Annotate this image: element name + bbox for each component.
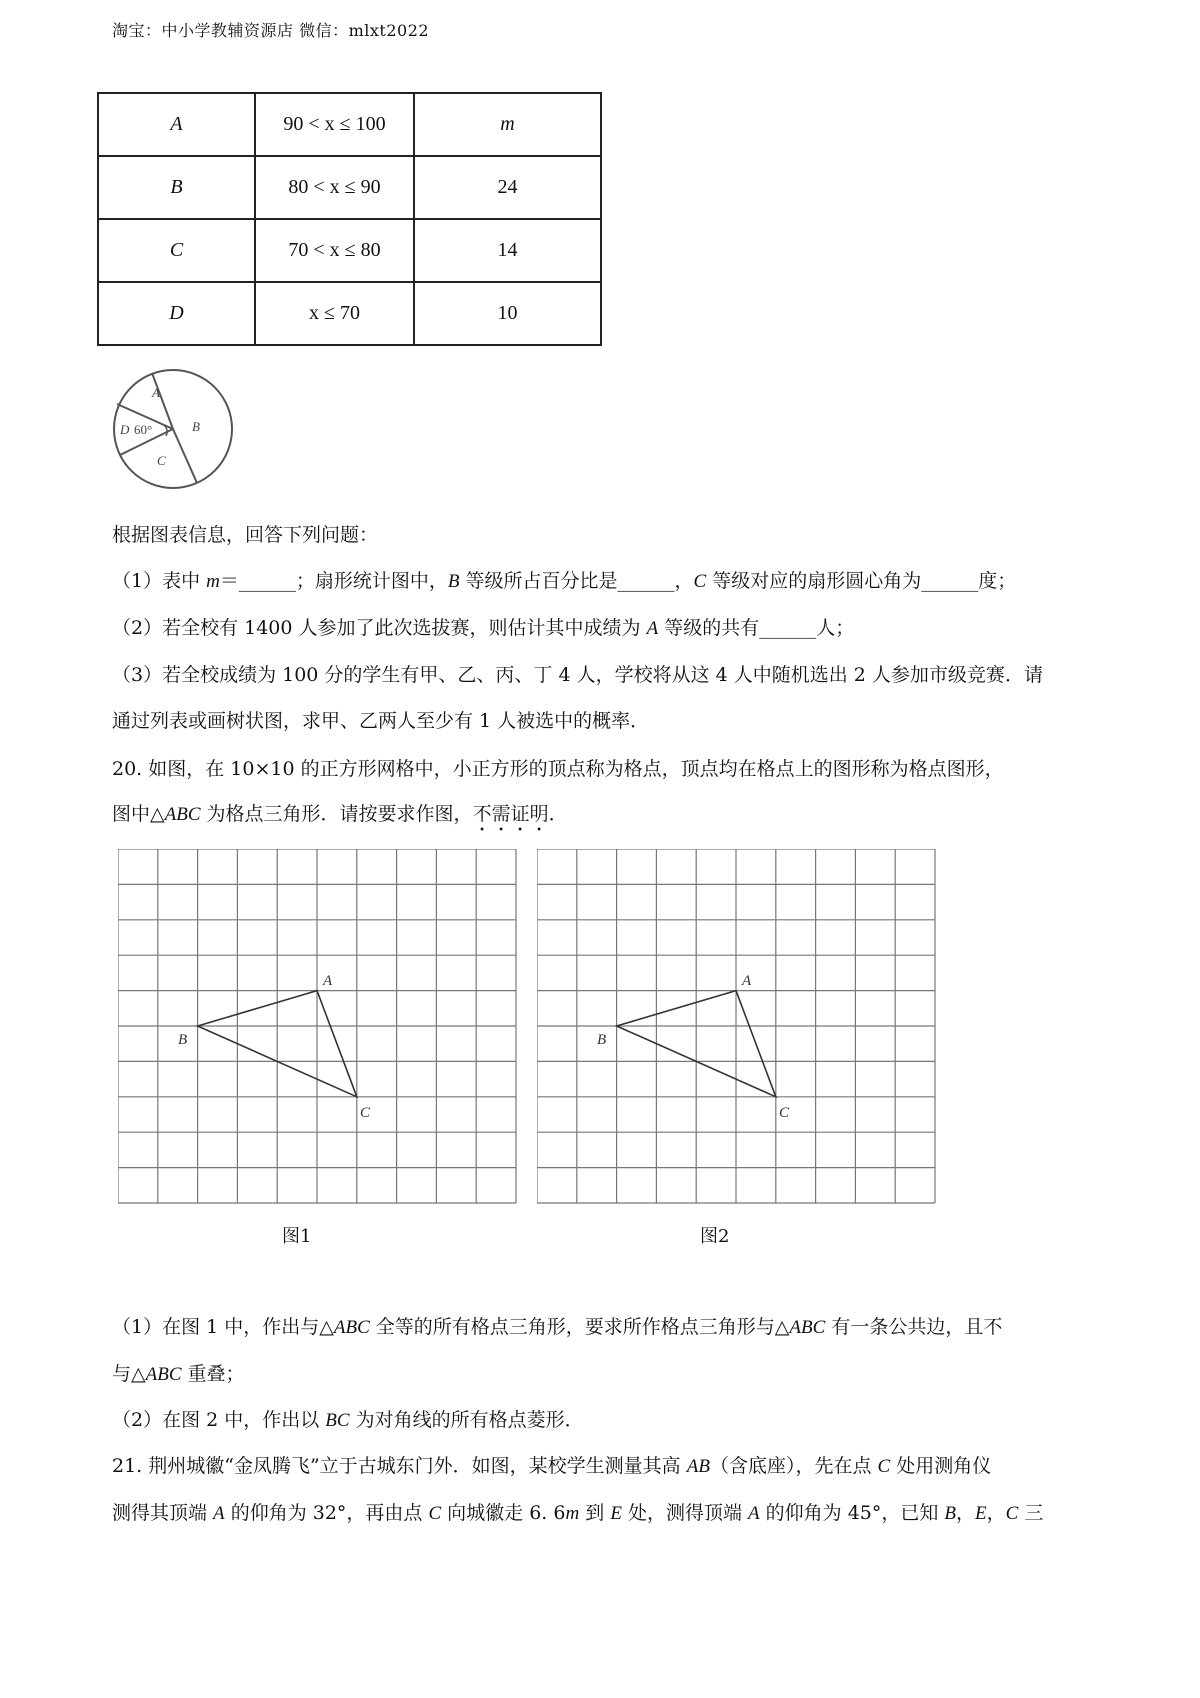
grade-cell: B	[98, 156, 255, 219]
pie-label-d: D	[120, 422, 130, 437]
q20-sub1-line1: （1）在图 1 中，作出与△ABC 全等的所有格点三角形，要求所作格点三角形与△ABC 有一条公共边，且不	[112, 1316, 1003, 1338]
figure-1-grid	[118, 849, 518, 1205]
table-row	[98, 93, 601, 156]
pie-chart	[108, 364, 238, 494]
table-row	[98, 282, 601, 345]
count-cell: m	[414, 93, 601, 156]
range-cell: 90 < x ≤ 100	[255, 93, 414, 156]
grid-lines	[118, 849, 516, 1203]
pie-label-c: C	[157, 453, 166, 468]
point-label-a: A	[323, 973, 333, 989]
q19-part1: （1）表中 m＝______；扇形统计图中，B 等级所占百分比是______，C 等级对应的扇形圆心角为______度；	[112, 570, 1017, 592]
q20-line1: 20. 如图，在 10×10 的正方形网格中，小正方形的顶点称为格点，顶点均在格点上的图形称为格点图形，	[112, 758, 1004, 780]
point-label-b: B	[597, 1032, 607, 1048]
point-label-a: A	[742, 973, 752, 989]
grade-table	[97, 92, 602, 346]
range-cell: 80 < x ≤ 90	[255, 156, 414, 219]
range-cell: x ≤ 70	[255, 282, 414, 345]
point-label-c: C	[779, 1105, 790, 1121]
figure-1-caption: 图1	[282, 1226, 312, 1247]
q19-part3-line1: （3）若全校成绩为 100 分的学生有甲、乙、丙、丁 4 人，学校将从这 4 人中随机选出 2 人参加市级竞赛．请	[112, 664, 1043, 686]
range-cell: 70 < x ≤ 80	[255, 219, 414, 282]
q21-line1: 21. 荆州城徽“金凤腾飞”立于古城东门外．如图，某校学生测量其高 AB（含底座），先在点 C 处用测角仪	[112, 1455, 992, 1477]
pie-label-a: A	[152, 385, 160, 400]
count-cell: 24	[414, 156, 601, 219]
point-label-c: C	[360, 1105, 371, 1121]
emphasis-text: 不需证明	[472, 803, 549, 825]
q19-part2: （2）若全校有 1400 人参加了此次选拔赛，则估计其中成绩为 A 等级的共有______人；	[112, 617, 855, 639]
grade-cell: D	[98, 282, 255, 345]
q20-sub2: （2）在图 2 中，作出以 BC 为对角线的所有格点菱形．	[112, 1409, 584, 1431]
figure-2-caption: 图2	[700, 1226, 730, 1247]
q20-line2: 图中△ABC 为格点三角形．请按要求作图，不需证明．	[112, 803, 568, 825]
grade-cell: C	[98, 219, 255, 282]
count-cell: 14	[414, 219, 601, 282]
q20-sub1-line2: 与△ABC 重叠；	[112, 1363, 245, 1385]
pie-angle-label: 60°	[134, 422, 153, 437]
grid-lines	[537, 849, 935, 1203]
figure-2-grid	[537, 849, 937, 1205]
pie-label-b: B	[192, 419, 200, 434]
q21-line2: 测得其顶端 A 的仰角为 32°，再由点 C 向城徽走 6. 6m 到 E 处，测得顶端 A 的仰角为 45°，已知 B，E，C 三	[112, 1502, 1044, 1524]
q19-part3-line2: 通过列表或画树状图，求甲、乙两人至少有 1 人被选中的概率．	[112, 710, 650, 732]
table-row	[98, 219, 601, 282]
pie-divider	[173, 429, 197, 483]
page-header: 淘宝：中小学教辅资源店 微信：mlxt2022	[112, 21, 430, 40]
table-row	[98, 156, 601, 219]
count-cell: 10	[414, 282, 601, 345]
q19-intro: 根据图表信息，回答下列问题：	[112, 524, 379, 546]
point-label-b: B	[178, 1032, 188, 1048]
grade-cell: A	[98, 93, 255, 156]
